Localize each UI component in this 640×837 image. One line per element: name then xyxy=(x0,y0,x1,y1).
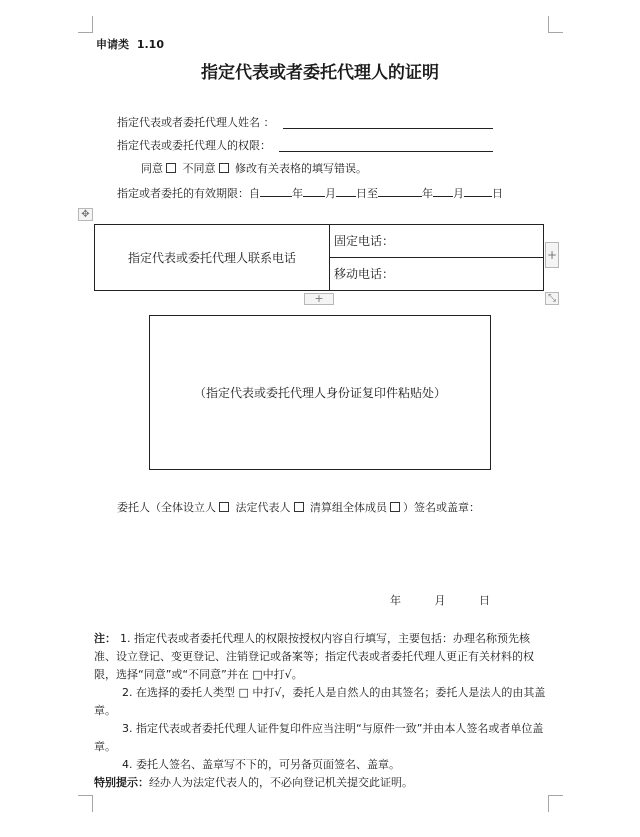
end-year-label: 年 xyxy=(422,187,433,200)
fixed-phone-label: 固定电话： xyxy=(334,234,395,248)
validity-row xyxy=(117,184,503,201)
add-row-button[interactable]: + xyxy=(304,293,334,305)
end-month-blank[interactable] xyxy=(433,184,453,197)
special-note-text: 经办人为法定代表人的，不必向登记机关提交此证明。 xyxy=(149,776,413,789)
note-1 xyxy=(94,630,550,684)
signature-date xyxy=(390,594,490,608)
notes-section xyxy=(94,630,550,792)
note-2 xyxy=(94,684,550,720)
contact-label: 指定代表或委托代理人联系电话 xyxy=(127,250,296,265)
special-note-label: 特别提示： xyxy=(94,776,149,789)
end-month-label: 月 xyxy=(453,187,464,200)
authority-options-row xyxy=(141,162,367,176)
legal-rep-checkbox[interactable] xyxy=(294,502,304,512)
id-copy-box xyxy=(149,315,491,470)
end-day-blank[interactable] xyxy=(464,184,492,197)
authority-field-line[interactable] xyxy=(279,151,493,152)
name-field-row xyxy=(117,116,275,130)
date-day-label: 日 xyxy=(479,594,490,607)
start-day-blank[interactable] xyxy=(336,184,356,197)
authority-field-row xyxy=(117,139,271,153)
id-copy-box-label: （指定代表或委托代理人身份证复印件粘贴处） xyxy=(193,385,446,400)
note-1-text: 1. 指定代表或者委托代理人的权限按授权内容自行填写，主要包括：办理名称预先核准、设立登记、变更登记、注销登记或备案等；指定代表或者委托代理人更正有关材料的权限，选择“同意”或“不同意”并在 □中打√。 xyxy=(94,632,534,681)
start-day-to-label: 日至 xyxy=(356,187,378,200)
add-column-button[interactable]: + xyxy=(545,242,559,268)
authority-scope-text: 修改有关表格的填写错误。 xyxy=(235,162,367,175)
agree-checkbox[interactable] xyxy=(166,163,176,173)
crop-mark-top-left xyxy=(78,16,93,33)
table-resize-handle[interactable]: ⤡ xyxy=(545,292,559,305)
signer-option-liquidation: 清算组全体成员 xyxy=(310,501,387,514)
name-field-label: 指定代表或者委托代理人姓名 ： xyxy=(117,116,275,129)
contact-label-cell xyxy=(95,225,330,290)
start-month-label: 月 xyxy=(325,187,336,200)
form-code-label: 申请类 xyxy=(96,38,129,51)
page-title: 指定代表或者委托代理人的证明 xyxy=(201,63,439,83)
signer-option-founders: 全体设立人 xyxy=(161,501,216,514)
crop-mark-top-right xyxy=(548,16,563,33)
mobile-phone-cell[interactable] xyxy=(330,258,543,290)
agree-label: 同意 xyxy=(141,162,163,175)
disagree-checkbox[interactable] xyxy=(219,163,229,173)
start-year-blank[interactable] xyxy=(260,184,292,197)
form-code xyxy=(96,36,164,52)
end-day-label: 日 xyxy=(492,187,503,200)
crop-mark-bottom-left xyxy=(78,795,93,812)
note-4-text: 4. 委托人签名、盖章写不下的，可另备页面签名、盖章。 xyxy=(122,758,400,771)
form-code-number: 1.10 xyxy=(136,38,164,51)
signer-option-legal-rep: 法定代表人 xyxy=(235,501,291,514)
founders-checkbox[interactable] xyxy=(219,502,229,512)
note-4 xyxy=(94,756,550,774)
date-year-label: 年 xyxy=(390,594,401,607)
validity-label: 指定或者委托的有效期限：自 xyxy=(117,187,260,200)
contact-table xyxy=(94,224,544,291)
signer-suffix: ）签名或盖章： xyxy=(403,501,480,514)
end-year-blank[interactable] xyxy=(378,184,422,197)
name-field-line[interactable] xyxy=(283,128,493,129)
date-month-label: 月 xyxy=(434,594,446,607)
mobile-phone-label: 移动电话： xyxy=(334,267,395,281)
note-3 xyxy=(94,720,550,756)
start-year-label: 年 xyxy=(292,187,303,200)
special-note xyxy=(94,774,550,792)
liquidation-checkbox[interactable] xyxy=(390,502,400,512)
signer-row xyxy=(117,501,480,515)
notes-label: 注： xyxy=(94,632,116,645)
note-3-text: 3. 指定代表或者委托代理人证件复印件应当注明“与原件一致”并由本人签名或者单位盖章。 xyxy=(94,722,544,753)
authority-field-label: 指定代表或委托代理人的权限： xyxy=(117,139,271,152)
fixed-phone-cell[interactable] xyxy=(330,225,543,258)
note-2-text: 2. 在选择的委托人类型 □ 中打√，委托人是自然人的由其签名；委托人是法人的由其盖章。 xyxy=(94,686,546,717)
signer-prefix: 委托人（ xyxy=(117,501,161,514)
start-month-blank[interactable] xyxy=(303,184,325,197)
table-move-handle[interactable]: ✥ xyxy=(78,208,93,221)
disagree-label: 不同意 xyxy=(182,162,216,175)
crop-mark-bottom-right xyxy=(548,795,563,812)
